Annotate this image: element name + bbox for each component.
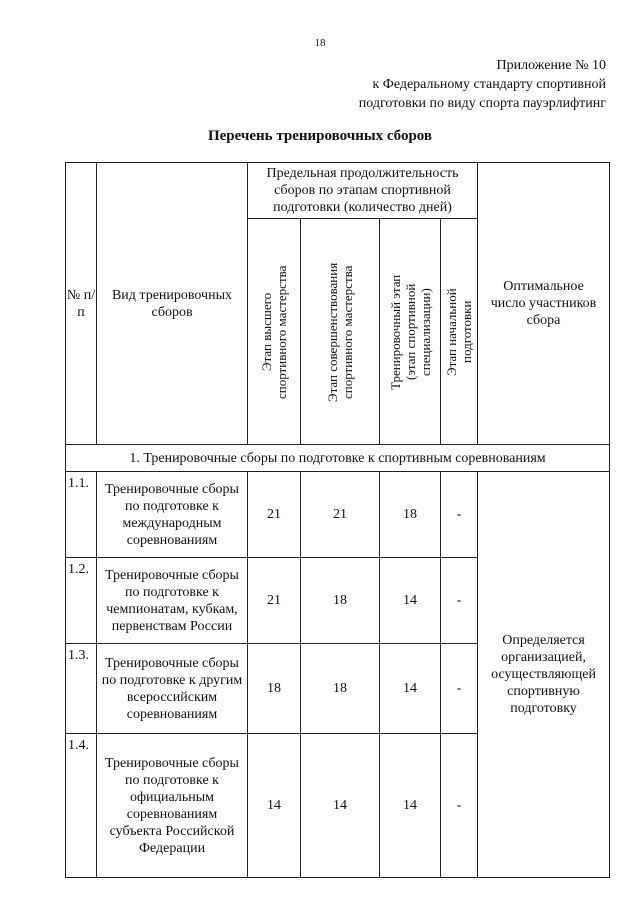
table-row <box>66 472 610 558</box>
row-training: 14 <box>380 734 441 878</box>
row-num: 1.3. <box>66 644 97 734</box>
document-title: Перечень тренировочных сборов <box>207 128 433 144</box>
section-heading: 1. Тренировочные сборы по подготовке к спортивным соревнованиям <box>66 445 610 472</box>
row-kind: Тренировочные сборы по подготовке к официальным соревнованиям субъекта Российской Федерации <box>97 734 248 878</box>
row-improvement: 18 <box>301 558 380 644</box>
row-num: 1.4. <box>66 734 97 878</box>
header-duration-group: Предельная продолжительность сборов по этапам спортивной подготовки (количество дней) <box>248 163 478 219</box>
row-kind: Тренировочные сборы по подготовке к чемпионатам, кубкам, первенствам России <box>97 558 248 644</box>
row-training: 18 <box>380 472 441 558</box>
row-training: 14 <box>380 644 441 734</box>
row-kind: Тренировочные сборы по подготовке к международным соревнованиям <box>97 472 248 558</box>
appendix-line-1: Приложение № 10 <box>496 58 606 73</box>
row-kind: Тренировочные сборы по подготовке к другим всероссийским соревнованиям <box>97 644 248 734</box>
appendix-caption <box>359 56 606 113</box>
optimal-number-cell: Определяется организацией, осуществляющей спортивную подготовку <box>478 472 610 878</box>
header-stage-higher-label: Этап высшего спортивного мастерства <box>259 264 289 399</box>
header-stage-improvement <box>301 219 380 445</box>
header-optimal: Оптимальное число участников сбора <box>478 163 610 445</box>
header-stage-training <box>380 219 441 445</box>
row-higher: 14 <box>248 734 301 878</box>
row-training: 14 <box>380 558 441 644</box>
appendix-line-2: к Федеральному стандарту спортивной <box>372 77 606 92</box>
header-stage-training-label: Тренировочный этап (этап спортивной специализации) <box>387 273 433 390</box>
header-stage-improvement-label: Этап совершенствования спортивного мастерства <box>325 261 355 402</box>
row-initial: - <box>441 472 478 558</box>
row-higher: 18 <box>248 644 301 734</box>
row-higher: 21 <box>248 558 301 644</box>
header-num: № п/п <box>66 163 97 445</box>
header-stage-higher <box>248 219 301 445</box>
header-kind: Вид тренировочных сборов <box>97 163 248 445</box>
row-initial: - <box>441 734 478 878</box>
row-improvement: 21 <box>301 472 380 558</box>
row-higher: 21 <box>248 472 301 558</box>
row-initial: - <box>441 644 478 734</box>
row-num: 1.2. <box>66 558 97 644</box>
appendix-line-3: подготовки по виду спорта пауэрлифтинг <box>358 96 606 111</box>
training-camps-table <box>65 162 609 878</box>
row-improvement: 14 <box>301 734 380 878</box>
row-improvement: 18 <box>301 644 380 734</box>
page-number: 18 <box>314 37 326 49</box>
row-num: 1.1. <box>66 472 97 558</box>
row-initial: - <box>441 558 478 644</box>
header-stage-initial-label: Этап начальной подготовки <box>444 287 475 376</box>
header-stage-initial <box>441 219 478 445</box>
